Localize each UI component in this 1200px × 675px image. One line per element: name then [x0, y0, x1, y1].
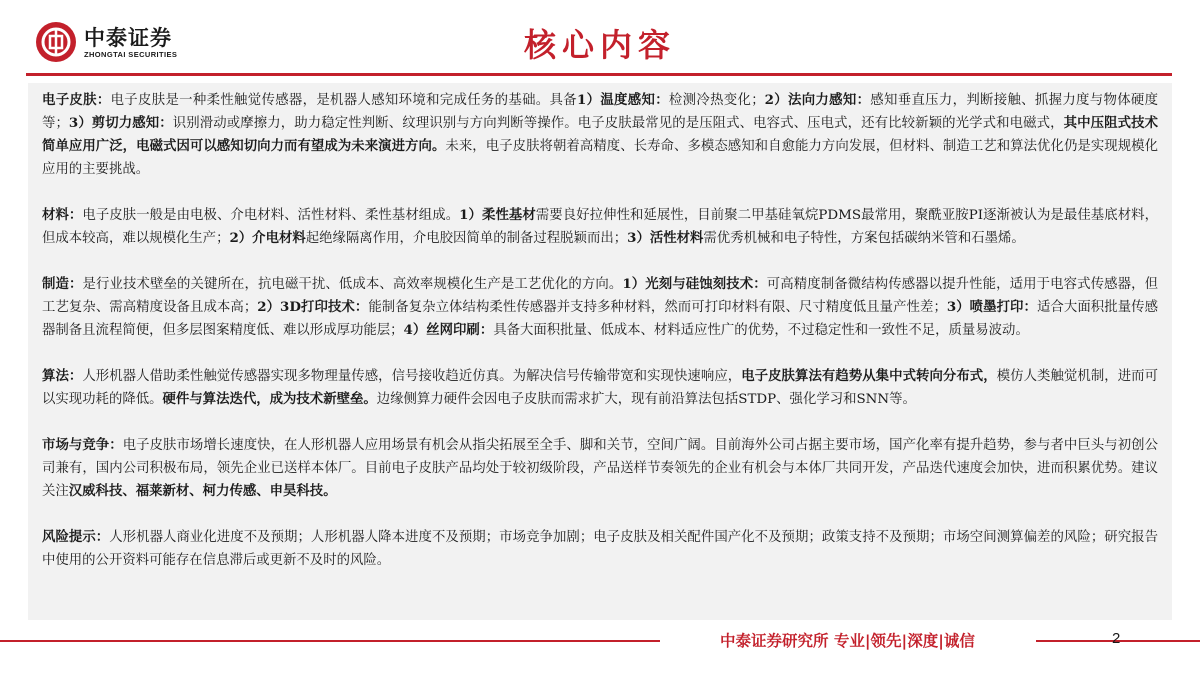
text-segment: 识别滑动或摩擦力，助力稳定性判断、纹理识别与方向判断等操作。电子皮肤最常见的是压阻式、电容式、压电式，还有比较新颖的光学式和电磁式， — [172, 116, 1064, 131]
bold-text-segment: 市场与竞争： — [42, 437, 123, 453]
bold-text-segment: 4）丝网印刷： — [403, 322, 494, 338]
bold-text-segment: 2）3D打印技术： — [257, 299, 369, 315]
bold-text-segment: 1）温度感知： — [576, 92, 669, 108]
page-number: 2 — [1112, 630, 1121, 647]
content-paragraph — [42, 526, 1158, 572]
content-paragraph — [42, 365, 1158, 411]
bold-text-segment: 1）光刻与硅蚀刻技术： — [622, 276, 767, 292]
text-segment: 起绝缘隔离作用，介电胶因简单的制备过程脱颖而出； — [305, 231, 628, 246]
text-segment: 边缘侧算力硬件会因电子皮肤而需求扩大，现有前沿算法包括STDP、强化学习和SNN等。 — [376, 392, 916, 407]
content-paragraph — [42, 273, 1158, 342]
text-segment: 电子皮肤市场增长速度快，在人形机器人应用场景有机会从指尖拓展至全手、脚和关节，空间广阔。目前海外公司占据主要市场，国产化率有提升趋势，参与者中巨头与初创公司兼有，国内公司积极布局，领先企业已送样本体厂。目前电子皮肤产品均处于较初级阶段，产品送样节奏领先的企业有机会与本体厂共同开发，产品迭代速度会加快，进而积累优势。建议关注 — [42, 438, 1159, 499]
text-segment: 能制备复杂立体结构柔性传感器并支持多种材料，然而可打印材料有限、尺寸精度低且量产性差； — [368, 300, 947, 315]
page-title: 核心内容 — [523, 26, 676, 64]
logo-name-en: ZHONGTAI SECURITIES — [84, 50, 178, 59]
title-divider — [26, 73, 1172, 76]
text-segment: 人形机器人商业化进度不及预期；人形机器人降本进度不及预期；市场竞争加剧；电子皮肤及相关配件国产化不及预期；政策支持不及预期；市场空间测算偏差的风险；研究报告中使用的公开资料可能存在信息滞后或更新不及时的风险。 — [42, 530, 1158, 568]
text-segment: 适合大面积批量传感器制备且流程简便，但多层图案精度低、难以形成厚功能层； — [42, 300, 1159, 338]
text-segment: 模仿人类触觉机制，进而可以实现功耗的降低。 — [42, 369, 1159, 407]
bold-text-segment: 3）活性材料 — [627, 230, 704, 246]
text-segment: 需要良好拉伸性和延展性，目前聚二甲基硅氧烷PDMS最常用，聚酰亚胺PI逐渐被认为是最佳基底材料，但成本较高，难以规模化生产； — [42, 208, 1158, 246]
bold-text-segment: 其中压阻式技术简单应用广泛，电磁式因可以感知切向力而有望成为未来演进方向。 — [42, 115, 1158, 154]
bold-text-segment: 风险提示： — [42, 529, 110, 545]
content-panel — [28, 83, 1172, 620]
bold-text-segment: 材料： — [42, 207, 83, 223]
footer-divider-left — [0, 640, 660, 642]
bold-text-segment: 硬件与算法迭代，成为技术新壁垒。 — [162, 391, 377, 407]
bold-text-segment: 1）柔性基材 — [459, 207, 536, 223]
logo-name-cn: 中泰证券 — [84, 26, 172, 50]
footer-slogan: 中泰证券研究所 专业|领先|深度|诚信 — [720, 632, 975, 650]
bold-text-segment: 制造： — [42, 276, 83, 292]
bold-text-segment: 2）法向力感知： — [764, 92, 871, 108]
bold-text-segment: 汉威科技、福莱新材、柯力传感、申昊科技。 — [68, 483, 337, 499]
text-segment: 未来，电子皮肤将朝着高精度、长寿命、多模态感知和自愈能力方向发展，但材料、制造工艺和算法优化仍是实现规模化应用的主要挑战。 — [42, 139, 1159, 177]
text-segment: 电子皮肤是一种柔性触觉传感器，是机器人感知环境和完成任务的基础。具备 — [110, 93, 577, 108]
bold-text-segment: 2）介电材料 — [229, 230, 306, 246]
bold-text-segment: 3）喷墨打印： — [946, 299, 1037, 315]
content-paragraph — [42, 434, 1158, 503]
text-segment: 是行业技术壁垒的关键所在，抗电磁干扰、低成本、高效率规模化生产是工艺优化的方向。 — [82, 277, 623, 292]
content-paragraph — [42, 89, 1158, 181]
bold-text-segment: 电子皮肤算法有趋势从集中式转向分布式， — [741, 368, 997, 384]
bold-text-segment: 3）剪切力感知： — [68, 115, 173, 131]
bold-text-segment: 算法： — [42, 368, 83, 384]
text-segment: 需优秀机械和电子特性，方案包括碳纳米管和石墨烯。 — [703, 231, 1025, 246]
bold-text-segment: 电子皮肤： — [42, 92, 111, 108]
content-paragraph — [42, 204, 1158, 250]
text-segment: 感知垂直压力，判断接触、抓握力度与物体硬度等； — [42, 93, 1159, 131]
text-segment: 具备大面积批量、低成本、材料适应性广的优势，不过稳定性和一致性不足，质量易波动。 — [493, 323, 1029, 338]
text-segment: 可高精度制备微结构传感器以提升性能，适用于电容式传感器，但工艺复杂、需高精度设备且成本高； — [42, 277, 1159, 315]
text-segment: 人形机器人借助柔性触觉传感器实现多物理量传感，信号接收趋近仿真。为解决信号传输带宽和实现快速响应， — [82, 369, 742, 384]
text-segment: 检测冷热变化； — [668, 93, 765, 108]
text-segment: 电子皮肤一般是由电极、介电材料、活性材料、柔性基材组成。 — [82, 208, 460, 223]
